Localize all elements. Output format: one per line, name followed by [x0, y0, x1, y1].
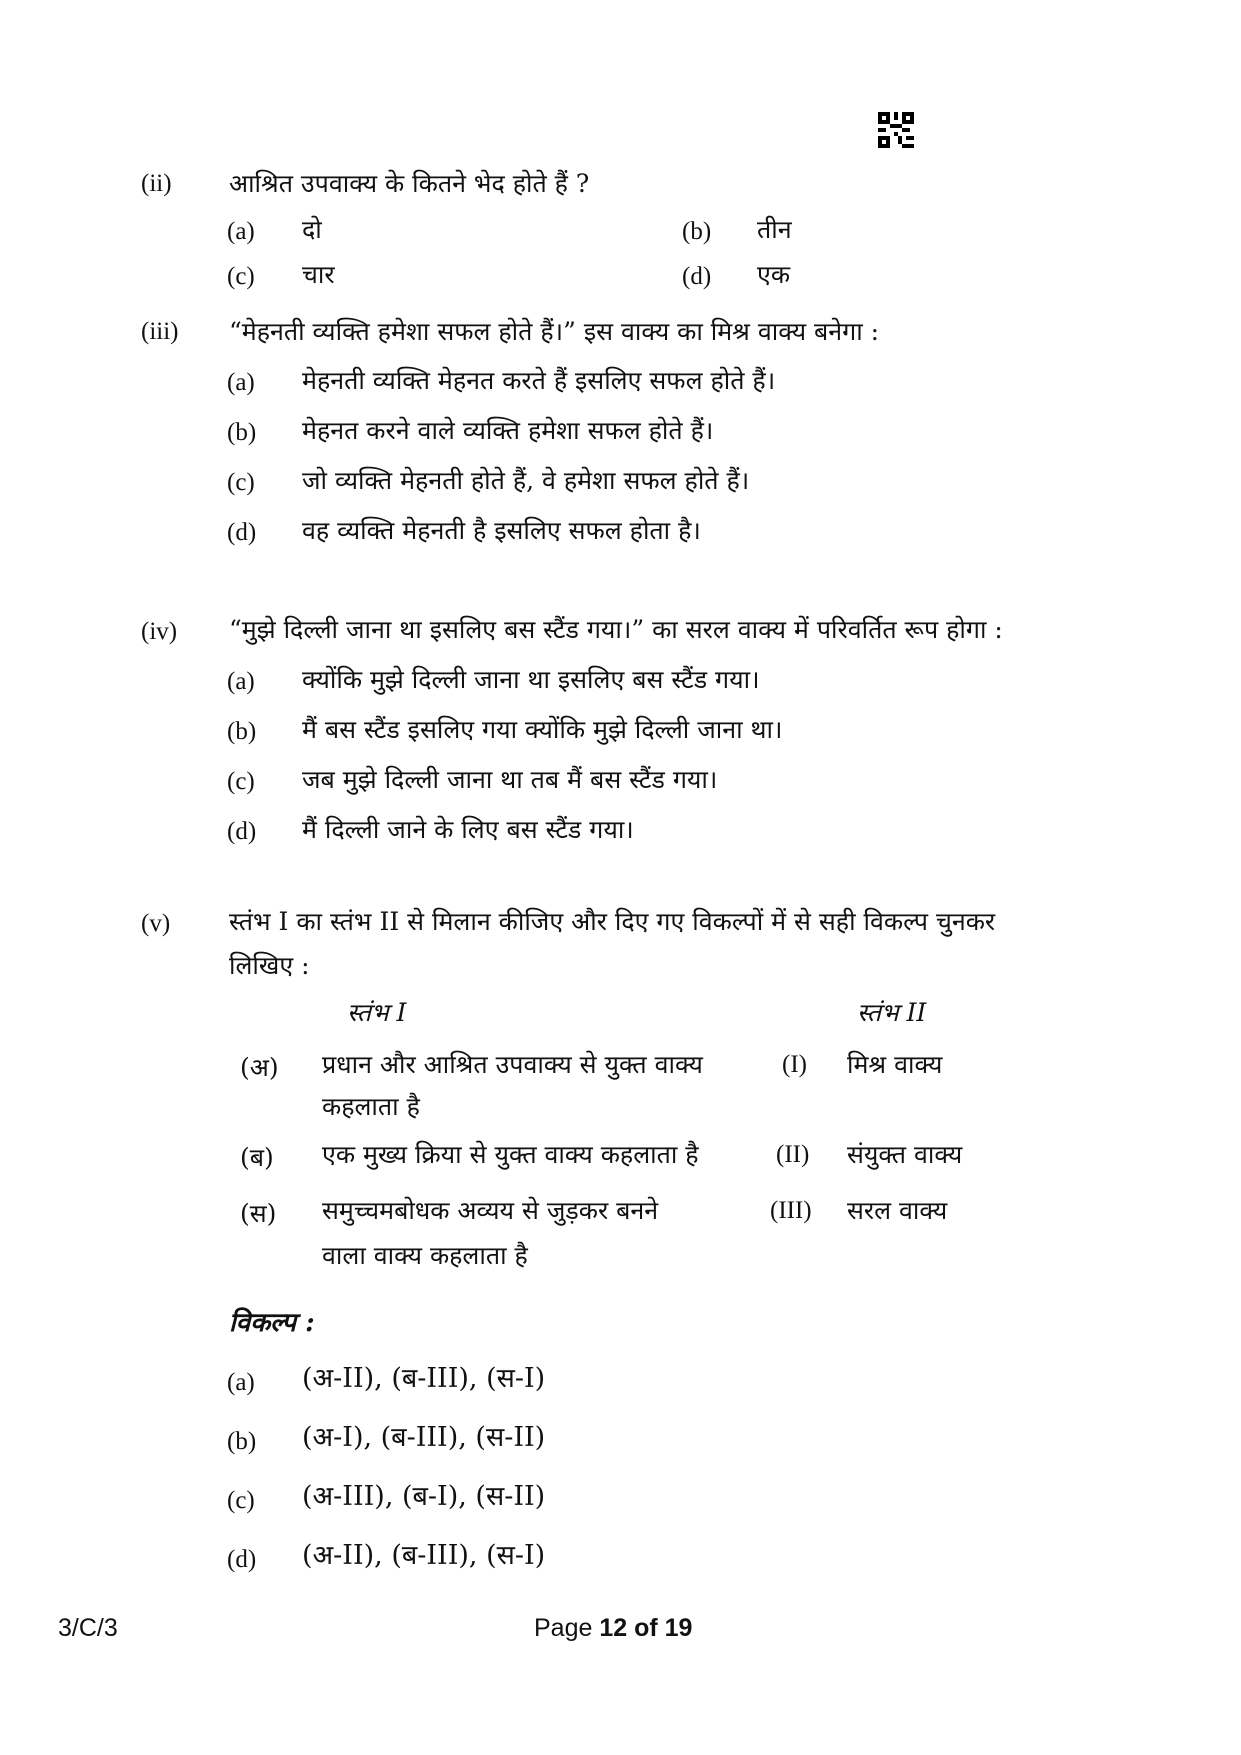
- match-column-text: मिश्र वाक्य: [847, 1050, 943, 1079]
- question-text: आश्रित उपवाक्य के कितने भेद होते हैं ?: [229, 169, 590, 198]
- option-label: (a): [227, 1369, 255, 1396]
- question-number: (iv): [141, 618, 178, 645]
- option-label: (c): [227, 469, 255, 496]
- question-number: (ii): [141, 170, 172, 197]
- column-2-heading: स्तंभ II: [857, 998, 927, 1027]
- option-text: (अ-II), (ब-III), (स-I): [302, 1540, 546, 1571]
- match-row-text: एक मुख्य क्रिया से युक्त वाक्य कहलाता है: [322, 1140, 699, 1169]
- question-number: (iii): [141, 318, 179, 345]
- option-text: (अ-III), (ब-I), (स-II): [302, 1481, 546, 1512]
- paper-code: 3/C/3: [58, 1614, 118, 1642]
- option-label: (a): [227, 218, 255, 245]
- option-label: (b): [227, 718, 257, 745]
- option-text: दो: [302, 215, 322, 244]
- page-of: of: [627, 1614, 665, 1642]
- question-text-line1: स्तंभ I का स्तंभ II से मिलान कीजिए और दिए गए विकल्पों में से सही विकल्प चुनकर: [229, 907, 996, 936]
- option-text: (अ-I), (ब-III), (स-II): [302, 1422, 546, 1453]
- option-label: (c): [227, 263, 255, 290]
- page-indicator: [534, 1613, 692, 1643]
- match-row-label: (अ): [240, 1053, 279, 1082]
- match-column-text: सरल वाक्य: [847, 1196, 948, 1225]
- option-text: (अ-II), (ब-III), (स-I): [302, 1363, 546, 1394]
- option-label: (d): [227, 1546, 257, 1573]
- option-text: मैं बस स्टैंड इसलिए गया क्योंकि मुझे दिल्ली जाना था।: [302, 715, 783, 744]
- option-text: मेहनत करने वाले व्यक्ति हमेशा सफल होते हैं।: [302, 416, 714, 445]
- column-1-heading: स्तंभ I: [347, 998, 407, 1027]
- option-text: तीन: [757, 215, 792, 244]
- match-row-text: वाला वाक्य कहलाता है: [322, 1241, 528, 1270]
- option-text: जब मुझे दिल्ली जाना था तब मैं बस स्टैंड गया।: [302, 765, 718, 794]
- page-prefix: Page: [534, 1614, 600, 1642]
- match-row-label: (ब): [240, 1143, 274, 1172]
- qr-code-icon: [878, 112, 914, 148]
- question-text-line2: लिखिए :: [229, 951, 310, 980]
- option-text: एक: [757, 260, 791, 289]
- option-label: (d): [682, 263, 712, 290]
- match-column-number: (I): [782, 1051, 807, 1078]
- option-text: क्योंकि मुझे दिल्ली जाना था इसलिए बस स्टैंड गया।: [302, 665, 760, 694]
- option-text: वह व्यक्ति मेहनती है इसलिए सफल होता है।: [302, 516, 701, 545]
- option-text: मेहनती व्यक्ति मेहनत करते हैं इसलिए सफल होते हैं।: [302, 366, 776, 395]
- options-heading: विकल्प :: [229, 1308, 315, 1338]
- option-label: (d): [227, 519, 257, 546]
- match-row-text: प्रधान और आश्रित उपवाक्य से युक्त वाक्य: [322, 1050, 703, 1079]
- option-label: (c): [227, 1487, 255, 1514]
- page-total: 19: [664, 1614, 693, 1642]
- question-text: “मुझे दिल्ली जाना था इसलिए बस स्टैंड गया।” का सरल वाक्य में परिवर्तित रूप होगा :: [229, 615, 1003, 644]
- question-text: “मेहनती व्यक्ति हमेशा सफल होते हैं।” इस वाक्य का मिश्र वाक्य बनेगा :: [229, 317, 880, 346]
- option-label: (b): [682, 218, 712, 245]
- match-column-number: (III): [770, 1197, 812, 1224]
- option-label: (c): [227, 768, 255, 795]
- option-text: मैं दिल्ली जाने के लिए बस स्टैंड गया।: [302, 815, 634, 844]
- match-row-label: (स): [240, 1199, 277, 1228]
- option-label: (d): [227, 818, 257, 845]
- option-label: (b): [227, 1428, 257, 1455]
- match-row-text: कहलाता है: [322, 1092, 420, 1121]
- page-current: 12: [599, 1614, 628, 1642]
- option-label: (a): [227, 668, 255, 695]
- option-text: चार: [302, 260, 335, 289]
- option-text: जो व्यक्ति मेहनती होते हैं, वे हमेशा सफल होते हैं।: [302, 466, 750, 495]
- match-column-text: संयुक्त वाक्य: [847, 1140, 963, 1169]
- question-number: (v): [141, 910, 171, 937]
- match-column-number: (II): [776, 1141, 810, 1168]
- option-label: (b): [227, 419, 257, 446]
- option-label: (a): [227, 369, 255, 396]
- match-row-text: समुच्चमबोधक अव्यय से जुड़कर बनने: [322, 1196, 659, 1225]
